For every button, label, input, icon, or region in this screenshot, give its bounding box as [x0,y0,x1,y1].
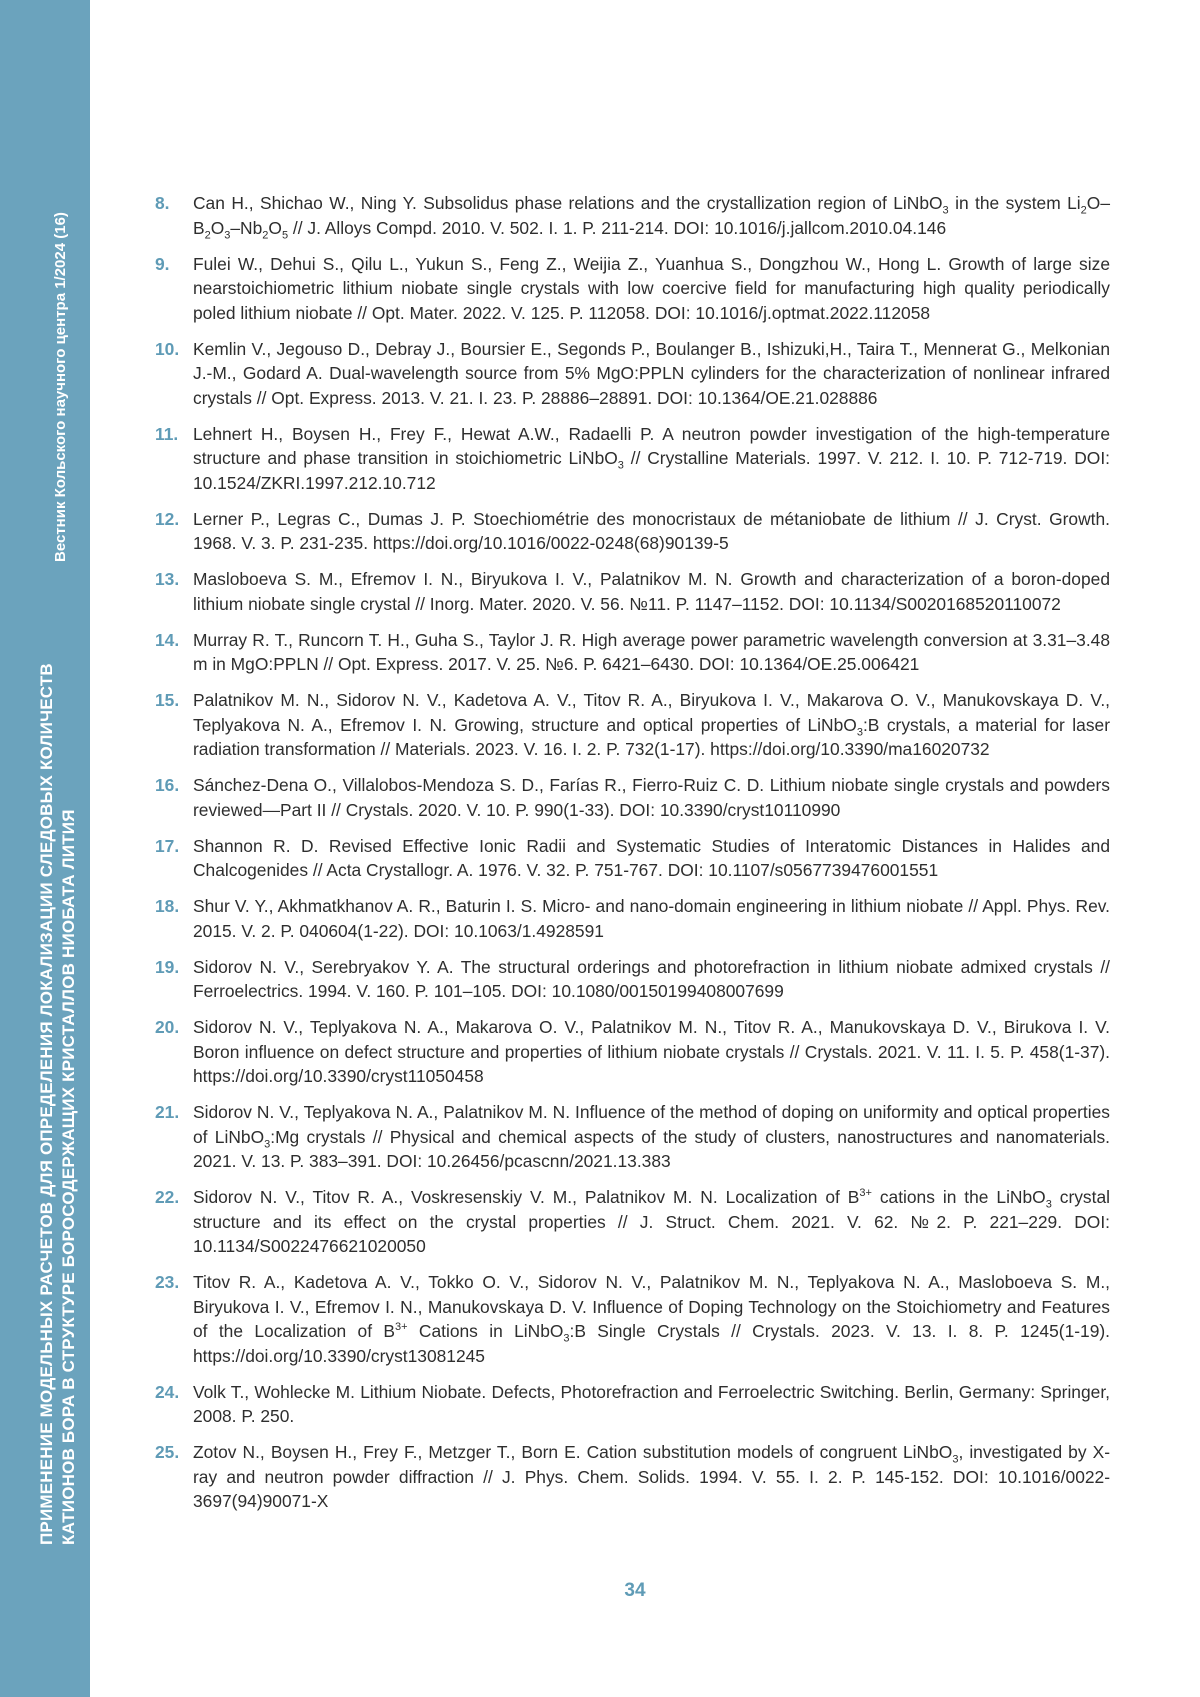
reference-item [155,773,1110,822]
subscript: 3 [264,1138,270,1150]
sidebar [0,0,90,1697]
subscript: 3 [952,1453,958,1465]
reference-item [155,628,1110,677]
reference-text-segment: Lerner P., Legras C., Dumas J. P. Stoechiométrie des monocristaux de métaniobate de lithium // J. Cryst. Growth. 1968. V. 3. P. 231-235. https://doi.org/10.1016/0022-0248(68)90139-5 [193,509,1110,554]
reference-text-segment: Cations in LiNbO [408,1321,564,1341]
article-title [36,663,80,1545]
reference-number: 13. [155,567,179,592]
reference-number: 8. [155,191,170,216]
reference-text-segment: Murray R. T., Runcorn T. H., Guha S., Taylor J. R. High average power parametric wavelength conversion at 3.31–3.48 m in MgO:PPLN // Opt. Express. 2017. V. 25. №6. P. 6421–6430. DOI: 10.1364/OE.25.006421 [193,630,1110,675]
reference-text-segment: // J. Alloys Compd. 2010. V. 502. I. 1. P. 211-214. DOI: 10.1016/j.jallcom.2010.04.146 [288,218,946,238]
reference-text [193,1272,1110,1366]
reference-text-segment: Shannon R. D. Revised Effective Ionic Radii and Systematic Studies of Interatomic Distances in Halides and Chalcogenides // Acta Crystallogr. A. 1976. V. 32. P. 751-767. DOI: 10.1107/s0567739476001551 [193,836,1110,881]
reference-text-segment: :B crystals, a material for laser radiation transformation // Materials. 2023. V. 16. I. 2. P. 732(1-17). https://doi.org/10.3390/ma16020732 [193,715,1110,760]
reference-text [193,775,1110,820]
reference-text-segment: Palatnikov M. N., Sidorov N. V., Kadetova A. V., Titov R. A., Biryukova I. V., Makarova O. V., Manukovskaya D. V., Teplyakova N. A., Efremov I. N. Growing, structure and optical properties of LiNbO [193,690,1110,735]
reference-text-segment: Sidorov N. V., Titov R. A., Voskresenskiy V. M., Palatnikov M. N. Localization of B [193,1187,859,1207]
reference-text [193,339,1110,408]
reference-text [193,690,1110,759]
reference-text-segment: O [211,218,225,238]
reference-number: 15. [155,688,179,713]
reference-item [155,567,1110,616]
reference-text [193,896,1110,941]
reference-text-segment: O [268,218,282,238]
reference-item [155,1185,1110,1259]
subscript: 3 [224,229,230,241]
reference-number: 10. [155,337,179,362]
reference-text-segment: , investigated by X-ray and neutron powder diffraction // J. Phys. Chem. Solids. 1994. V. 55. I. 2. P. 145-152. DOI: 10.1016/0022-3697(94)90071-X [193,1442,1110,1511]
reference-text-segment: Lehnert H., Boysen H., Frey F., Hewat A.W., Radaelli P. A neutron powder investigation of the high-temperature structure and phase transition in stoichiometric LiNbO [193,424,1110,469]
reference-item [155,507,1110,556]
superscript: 3+ [859,1187,872,1199]
reference-item [155,1440,1110,1514]
reference-text [193,1187,1110,1256]
reference-text-segment: Sidorov N. V., Serebryakov Y. A. The structural orderings and photorefraction in lithium niobate admixed crystals // Ferroelectrics. 1994. V. 160. P. 101–105. DOI: 10.1080/00150199408007699 [193,957,1110,1002]
reference-number: 25. [155,1440,179,1465]
reference-text-segment: Volk T., Wohlecke M. Lithium Niobate. Defects, Photorefraction and Ferroelectric Switching. Berlin, Germany: Springer, 2008. P. 250. [193,1382,1110,1427]
reference-text-segment: in the system Li [949,193,1081,213]
article-title-line-2: КАТИОНОВ БОРА В СТРУКТУРЕ БОРОСОДЕРЖАЩИХ КРИСТАЛЛОВ НИОБАТА ЛИТИЯ [58,663,80,1545]
reference-number: 9. [155,252,170,277]
subscript: 2 [262,229,268,241]
reference-text-segment: crystal structure and its effect on the crystal properties // J. Struct. Chem. 2021. V. 62. №2. P. 221–229. DOI: 10.1134/S0022476621020050 [193,1187,1110,1256]
subscript: 3 [618,459,624,471]
reference-item [155,1100,1110,1174]
reference-text-segment: Shur V. Y., Akhmatkhanov A. R., Baturin I. S. Micro- and nano-domain engineering in lithium niobate // Appl. Phys. Rev. 2015. V. 2. P. 040604(1-22). DOI: 10.1063/1.4928591 [193,896,1110,941]
reference-number: 22. [155,1185,179,1210]
reference-item [155,834,1110,883]
reference-number: 21. [155,1100,179,1125]
journal-title: Вестник Кольского научного центра 1/2024 (16) [52,212,69,562]
reference-text-segment: Kemlin V., Jegouso D., Debray J., Boursier E., Segonds P., Boulanger B., Ishizuki,H., Taira T., Mennerat G., Melkonian J.-M., Godard A. Dual-wavelength source from 5% MgO:PPLN cylinders for the characterization of nonlinear infrared crystals // Opt. Express. 2013. V. 21. I. 23. P. 28886–28891. DOI: 10.1364/OE.21.028886 [193,339,1110,408]
subscript: 3 [1046,1198,1052,1210]
reference-text [193,1382,1110,1427]
reference-text [193,1017,1110,1086]
reference-item [155,422,1110,496]
reference-text [193,630,1110,675]
reference-number: 14. [155,628,179,653]
page-number: 34 [600,1580,670,1602]
reference-item [155,688,1110,762]
reference-item [155,1380,1110,1429]
reference-text-segment: Titov R. A., Kadetova A. V., Tokko O. V., Sidorov N. V., Palatnikov M. N., Teplyakova N. A., Masloboeva S. M., Biryukova I. V., Efremov I. N., Manukovskaya D. V. Influence of Doping Technology on the Stoichiometry and Features of the Localization of B [193,1272,1110,1341]
reference-text-segment: O–B [193,193,1110,238]
subscript: 2 [205,229,211,241]
reference-text-segment: Sidorov N. V., Teplyakova N. A., Palatnikov M. N. Influence of the method of doping on uniformity and optical properties of LiNbO [193,1102,1110,1147]
reference-text [193,569,1110,614]
reference-number: 20. [155,1015,179,1040]
reference-text [193,254,1110,323]
reference-text-segment: Fulei W., Dehui S., Qilu L., Yukun S., Feng Z., Weijia Z., Yuanhua S., Dongzhou W., Hong L. Growth of large size nearstoichiometric lithium niobate single crystals with low coercive field for manufacturing high quality periodically poled lithium niobate // Opt. Mater. 2022. V. 125. P. 112058. DOI: 10.1016/j.optmat.2022.112058 [193,254,1110,323]
reference-list [155,191,1110,1525]
reference-text-segment: cations in the LiNbO [872,1187,1046,1207]
reference-number: 11. [155,422,178,447]
reference-item [155,955,1110,1004]
reference-item [155,894,1110,943]
reference-text [193,957,1110,1002]
reference-number: 24. [155,1380,179,1405]
article-title-line-1: ПРИМЕНЕНИЕ МОДЕЛЬНЫХ РАСЧЕТОВ ДЛЯ ОПРЕДЕЛЕНИЯ ЛОКАЛИЗАЦИИ СЛЕДОВЫХ КОЛИЧЕСТВ [36,663,58,1545]
reference-text-segment: Sánchez-Dena O., Villalobos-Mendoza S. D., Farías R., Fierro-Ruiz C. D. Lithium niobate single crystals and powders reviewed—Part II // Crystals. 2020. V. 10. P. 990(1-33). DOI: 10.3390/cryst10110990 [193,775,1110,820]
subscript: 2 [1081,204,1087,216]
reference-item [155,191,1110,240]
reference-number: 17. [155,834,179,859]
reference-text [193,193,1110,238]
reference-text-segment: Sidorov N. V., Teplyakova N. A., Makarova O. V., Palatnikov M. N., Titov R. A., Manukovskaya D. V., Birukova I. V. Boron influence on defect structure and properties of lithium niobate crystals // Crystals. 2021. V. 11. I. 5. P. 458(1-37). https://doi.org/10.3390/cryst11050458 [193,1017,1110,1086]
reference-number: 12. [155,507,179,532]
reference-item [155,1015,1110,1089]
reference-number: 23. [155,1270,179,1295]
reference-number: 16. [155,773,179,798]
superscript: 3+ [395,1321,408,1333]
reference-text [193,1102,1110,1171]
reference-text-segment: Zotov N., Boysen H., Frey F., Metzger T., Born E. Cation substitution models of congruent LiNbO [193,1442,952,1462]
reference-text-segment: // Crystalline Materials. 1997. V. 212. I. 10. P. 712-719. DOI: 10.1524/ZKRI.1997.212.10.712 [193,448,1110,493]
reference-item [155,337,1110,411]
reference-item [155,252,1110,326]
reference-text-segment: :B Single Crystals // Crystals. 2023. V. 13. I. 8. P. 1245(1-19). https://doi.org/10.3390/cryst13081245 [193,1321,1110,1366]
reference-item [155,1270,1110,1368]
reference-text-segment: :Mg crystals // Physical and chemical aspects of the study of clusters, nanostructures and nanomaterials. 2021. V. 13. P. 383–391. DOI: 10.26456/pcascnn/2021.13.383 [193,1127,1110,1172]
reference-text-segment: Masloboeva S. M., Efremov I. N., Biryukova I. V., Palatnikov M. N. Growth and characterization of a boron-doped lithium niobate single crystal // Inorg. Mater. 2020. V. 56. №11. P. 1147–1152. DOI: 10.1134/S0020168520110072 [193,569,1110,614]
reference-number: 18. [155,894,179,919]
reference-text [193,509,1110,554]
subscript: 5 [282,229,288,241]
subscript: 3 [943,204,949,216]
reference-text [193,836,1110,881]
subscript: 3 [563,1332,569,1344]
reference-text-segment: Can H., Shichao W., Ning Y. Subsolidus phase relations and the crystallization region of LiNbO [193,193,943,213]
subscript: 3 [857,726,863,738]
reference-text-segment: –Nb [230,218,262,238]
reference-text [193,1442,1110,1511]
reference-text [193,424,1110,493]
reference-number: 19. [155,955,179,980]
